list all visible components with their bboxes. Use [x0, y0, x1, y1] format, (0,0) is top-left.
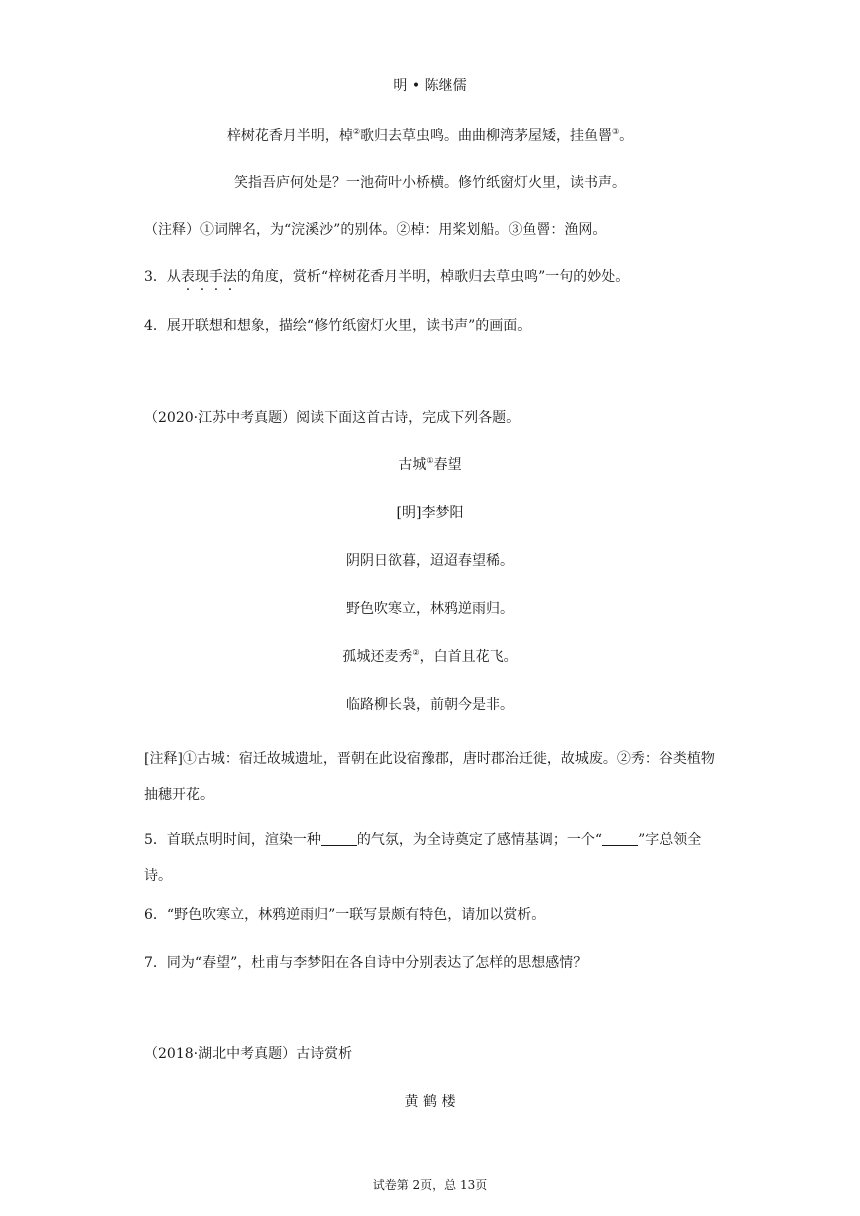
poem2-line3-part-a: 孤城还麦秀: [342, 649, 413, 665]
question-3: [144, 267, 629, 287]
poem1-author: 明 • 陈继儒: [393, 78, 467, 94]
poem3-intro: （2018·湖北中考真题）古诗赏析: [144, 1046, 353, 1062]
poem2-line3: [0, 647, 860, 667]
emphasis-char: 现: [194, 269, 209, 285]
poem1-line2: 笑指吾庐何处是？一池荷叶小桥横。修竹纸窗灯火里，读书声。: [234, 175, 626, 191]
footnote-ref: ①: [426, 456, 434, 465]
question-5-part-b: 的气氛，为全诗奠定了感情基调；一个“: [356, 832, 603, 848]
poem2-line3-part-b: ，白首且花飞。: [419, 649, 518, 665]
poem2-intro: （2020·江苏中考真题）阅读下面这首古诗，完成下列各题。: [144, 410, 521, 426]
emphasis-char: 表: [180, 269, 195, 285]
poem1-line1-part-a: 梓树花香月半明，棹: [226, 128, 353, 144]
question-4: 4．展开联想和想象，描绘“修竹纸窗灯火里，读书声”的画面。: [144, 318, 532, 334]
poem3-title: 黄 鹤 楼: [404, 1094, 456, 1110]
poem2-note: [注释]①古城：宿迁故城遗址，晋朝在此设宿豫郡，唐时郡治迁徙，故城废。②秀：谷类植物抽穗开花。: [144, 751, 715, 803]
question-3-number: 3．从: [144, 269, 181, 285]
footnote-ref: ②: [412, 648, 420, 657]
poem1-line1-part-b: 歌归去草虫鸣。曲曲柳湾茅屋矮，挂鱼罾: [360, 128, 612, 144]
question-5-part-a: 5．首联点明时间，渲染一种: [144, 832, 321, 848]
poem2-title-part-a: 古城: [398, 457, 427, 473]
page-footer: 试卷第 2页，总 13页: [372, 1178, 488, 1192]
poem1-line1: [0, 126, 860, 146]
poem1-line1-part-c: 。: [619, 128, 634, 144]
emphasis-char: 手: [208, 269, 223, 285]
poem2-line4: 临路柳长袅，前朝今是非。: [346, 697, 514, 713]
answer-blank[interactable]: [602, 831, 638, 846]
footnote-ref: ②: [352, 127, 360, 136]
poem2-line1: 阴阴日欲暮，迢迢春望稀。: [346, 553, 514, 569]
question-3-text: 的角度，赏析“梓树花香月半明，棹歌归去草虫鸣”一句的妙处。: [236, 269, 630, 285]
poem2-title: [0, 455, 860, 475]
question-6: 6．“野色吹寒立，林鸦逆雨归”一联写景颇有特色，请加以赏析。: [144, 907, 546, 923]
answer-blank[interactable]: [321, 831, 357, 846]
question-7: 7．同为“春望”，杜甫与李梦阳在各自诗中分别表达了怎样的思想感情？: [144, 955, 588, 971]
emphasis-char: 法: [222, 269, 237, 285]
question-5: [144, 822, 724, 894]
poem2-title-part-b: 春望: [433, 457, 462, 473]
question-5-part-c: ”字总领全诗。: [144, 832, 702, 884]
poem2-line2: 野色吹寒立，林鸦逆雨归。: [346, 601, 514, 617]
poem2-author: [明]李梦阳: [396, 505, 464, 521]
poem1-note: （注释）①词牌名，为“浣溪沙”的别体。②棹：用桨划船。③鱼罾：渔网。: [144, 222, 607, 238]
footnote-ref: ③: [612, 127, 620, 136]
